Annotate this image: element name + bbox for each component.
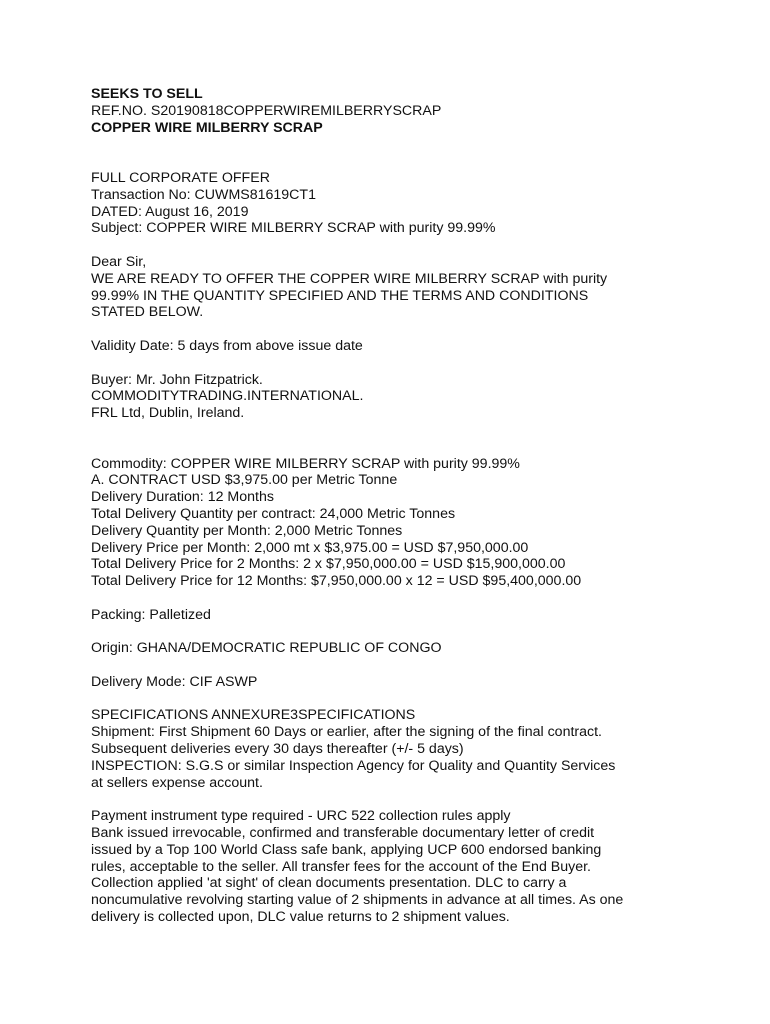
delivery-duration: Delivery Duration: 12 Months [91, 489, 274, 506]
buyer-company: COMMODITYTRADING.INTERNATIONAL. [91, 388, 364, 405]
spacer [91, 691, 691, 708]
spacer [91, 657, 691, 674]
payment-block [91, 808, 691, 926]
spacer [91, 791, 691, 808]
salutation-block [91, 254, 691, 321]
document-header [91, 86, 691, 136]
buyer-name: Buyer: Mr. John Fitzpatrick. [91, 371, 263, 388]
intro-line: STATED BELOW. [91, 304, 204, 321]
spacer [91, 321, 691, 338]
origin-line: Origin: GHANA/DEMOCRATIC REPUBLIC OF CONGO [91, 640, 442, 657]
offer-date: DATED: August 16, 2019 [91, 203, 249, 220]
monthly-price: Delivery Price per Month: 2,000 mt x $3,975.00 = USD $7,950,000.00 [91, 539, 529, 556]
specifications-heading: SPECIFICATIONS ANNEXURE3SPECIFICATIONS [91, 707, 416, 724]
offer-subject: Subject: COPPER WIRE MILBERRY SCRAP with purity 99.99% [91, 220, 496, 237]
contract-price: A. CONTRACT USD $3,975.00 per Metric Tonne [91, 472, 398, 489]
two-month-price: Total Delivery Price for 2 Months: 2 x $7,950,000.00 = USD $15,900,000.00 [91, 556, 566, 573]
total-quantity: Total Delivery Quantity per contract: 24,000 Metric Tonnes [91, 505, 456, 522]
twelve-month-price: Total Delivery Price for 12 Months: $7,950,000.00 x 12 = USD $95,400,000.00 [91, 573, 582, 590]
packing-line: Packing: Palletized [91, 606, 211, 623]
shipment-line: Shipment: First Shipment 60 Days or earlier, after the signing of the final contract. [91, 724, 602, 741]
payment-line: Bank issued irrevocable, confirmed and transferable documentary letter of credit [91, 825, 595, 842]
spacer [91, 624, 691, 641]
commodity-terms [91, 456, 691, 590]
payment-line: Collection applied 'at sight' of clean documents presentation. DLC to carry a [91, 875, 567, 892]
reference-number: REF.NO. S20190818COPPERWIREMILBERRYSCRAP [91, 102, 442, 119]
offer-document [91, 86, 691, 926]
validity-date: Validity Date: 5 days from above issue date [91, 337, 363, 354]
intro-line: 99.99% IN THE QUANTITY SPECIFIED AND THE TERMS AND CONDITIONS [91, 287, 589, 304]
spacer [91, 590, 691, 607]
payment-line: rules, acceptable to the seller. All transfer fees for the account of the End Buyer. [91, 858, 592, 875]
spacer [91, 237, 691, 254]
offer-details [91, 170, 691, 237]
buyer-address: FRL Ltd, Dublin, Ireland. [91, 405, 245, 422]
commodity-line: Commodity: COPPER WIRE MILBERRY SCRAP with purity 99.99% [91, 455, 520, 472]
payment-line: noncumulative revolving starting value of 2 shipments in advance at all times. As one [91, 892, 624, 909]
transaction-number: Transaction No: CUWMS81619CT1 [91, 186, 316, 203]
payment-line: issued by a Top 100 World Class safe bank, applying UCP 600 endorsed banking [91, 841, 602, 858]
shipment-line: Subsequent deliveries every 30 days thereafter (+/- 5 days) [91, 741, 464, 758]
spacer [91, 136, 691, 170]
product-heading: COPPER WIRE MILBERRY SCRAP [91, 119, 323, 136]
monthly-quantity: Delivery Quantity per Month: 2,000 Metric Tonnes [91, 522, 403, 539]
spacer [91, 355, 691, 372]
offer-title: FULL CORPORATE OFFER [91, 169, 270, 186]
inspection-line: at sellers expense account. [91, 774, 263, 791]
inspection-line: INSPECTION: S.G.S or similar Inspection Agency for Quality and Quantity Services [91, 757, 616, 774]
buyer-block [91, 372, 691, 422]
payment-line: Payment instrument type required - URC 522 collection rules apply [91, 808, 511, 825]
payment-line: delivery is collected upon, DLC value returns to 2 shipment values. [91, 909, 510, 926]
spacer [91, 422, 691, 456]
greeting: Dear Sir, [91, 253, 147, 270]
specifications-block [91, 707, 691, 791]
seeks-to-sell-heading: SEEKS TO SELL [91, 86, 203, 102]
delivery-mode-line: Delivery Mode: CIF ASWP [91, 673, 258, 690]
intro-line: WE ARE READY TO OFFER THE COPPER WIRE MILBERRY SCRAP with purity [91, 270, 608, 287]
